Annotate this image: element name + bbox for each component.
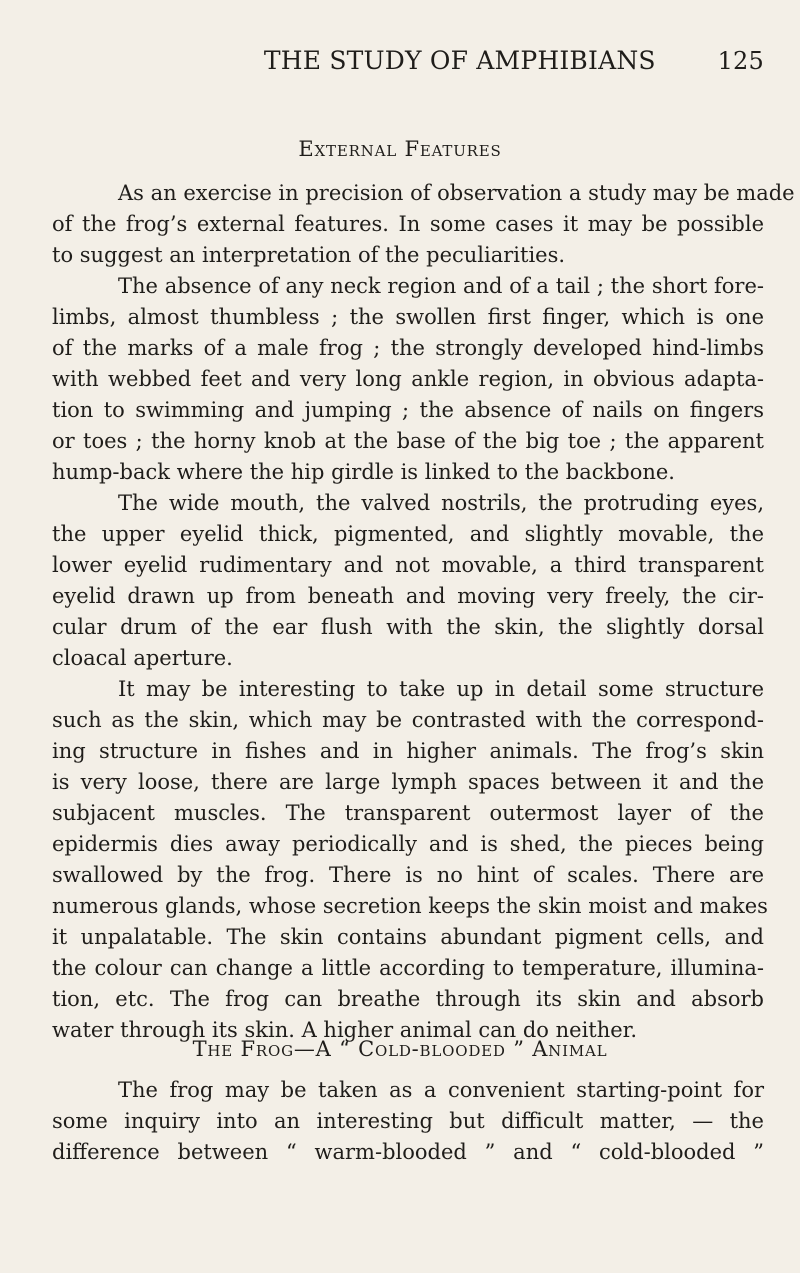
text-line: swallowed by the frog. There is no hint of scales. There are: [52, 863, 764, 887]
text-line: hump-back where the hip girdle is linked to the backbone.: [52, 460, 675, 484]
text-line: cloacal aperture.: [52, 646, 233, 670]
text-line: the colour can change a little according to temperature, illumina-: [52, 956, 764, 980]
text-line: As an exercise in precision of observation a study may be made: [118, 181, 795, 205]
text-line: water through its skin. A higher animal can do neither.: [52, 1018, 638, 1042]
text-line: of the marks of a male frog ; the strongly developed hind-limbs: [52, 336, 764, 360]
text-line: to suggest an interpretation of the peculiarities.: [52, 243, 566, 267]
text-line: eyelid drawn up from beneath and moving very freely, the cir-: [52, 584, 764, 608]
external-features-text: [52, 178, 795, 1046]
running-header: [190, 46, 764, 86]
text-line: cular drum of the ear flush with the skin, the slightly dorsal: [52, 615, 764, 639]
text-line: epidermis dies away periodically and is shed, the pieces being: [52, 832, 764, 856]
text-line: The frog may be taken as a convenient starting-point for: [118, 1078, 764, 1102]
cold-blooded-text: [52, 1075, 764, 1168]
text-line: difference between “ warm-blooded ” and “ cold-blooded ”: [52, 1140, 764, 1164]
text-line: or toes ; the horny knob at the base of the big toe ; the apparent: [52, 429, 764, 453]
section-heading-external-features: External Features: [298, 137, 502, 161]
text-line: it unpalatable. The skin contains abundant pigment cells, and: [52, 925, 764, 949]
section-heading-cold-blooded-animal: The Frog—A “ Cold-blooded ” Animal: [192, 1037, 608, 1061]
text-line: lower eyelid rudimentary and not movable, a third transparent: [52, 553, 764, 577]
running-title: THE STUDY OF AMPHIBIANS: [263, 46, 656, 75]
text-line: with webbed feet and very long ankle region, in obvious adapta-: [52, 367, 764, 391]
text-line: tion, etc. The frog can breathe through its skin and absorb: [52, 987, 764, 1011]
text-line: It may be interesting to take up in detail some structure: [118, 677, 764, 701]
text-line: such as the skin, which may be contrasted with the correspond-: [52, 708, 764, 732]
text-line: numerous glands, whose secretion keeps the skin moist and makes: [52, 894, 768, 918]
text-line: some inquiry into an interesting but difficult matter, — the: [52, 1109, 764, 1133]
text-line: ing structure in fishes and in higher animals. The frog’s skin: [52, 739, 764, 763]
text-line: The absence of any neck region and of a tail ; the short fore-: [118, 274, 764, 298]
text-line: limbs, almost thumbless ; the swollen first finger, which is one: [52, 305, 764, 329]
page-number: 125: [717, 47, 764, 75]
text-line: the upper eyelid thick, pigmented, and slightly movable, the: [52, 522, 764, 546]
text-line: tion to swimming and jumping ; the absence of nails on fingers: [52, 398, 764, 422]
text-line: The wide mouth, the valved nostrils, the protruding eyes,: [118, 491, 764, 515]
text-line: is very loose, there are large lymph spaces between it and the: [52, 770, 764, 794]
text-line: subjacent muscles. The transparent outermost layer of the: [52, 801, 764, 825]
text-line: of the frog’s external features. In some cases it may be possible: [52, 212, 764, 236]
